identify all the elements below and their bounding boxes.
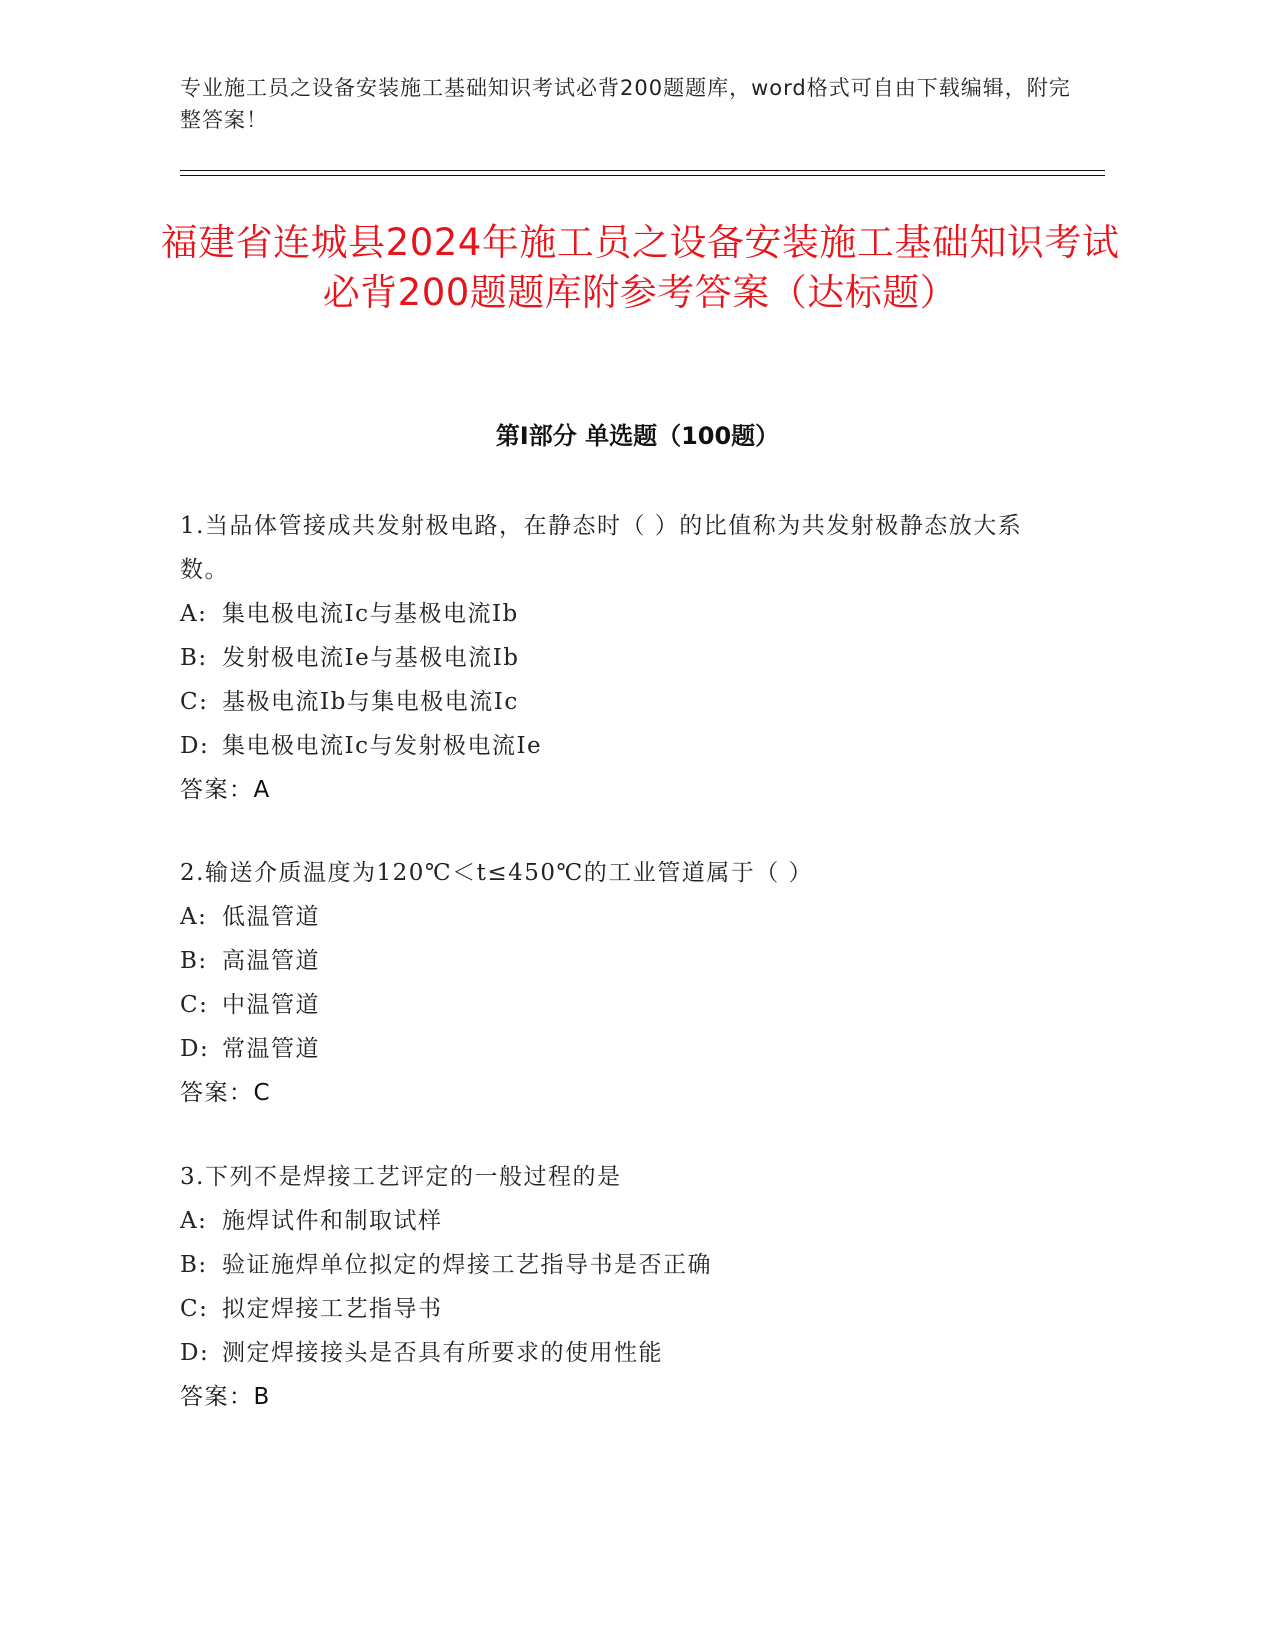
question-block — [180, 851, 1060, 1115]
option-text: 拟定焊接工艺指导书 — [222, 1296, 443, 1322]
option-text: 集电极电流Ic与基极电流Ib — [222, 601, 519, 627]
header-divider-bottom — [180, 175, 1105, 176]
option-b — [180, 1243, 1060, 1287]
option-letter: D: — [180, 1340, 210, 1366]
option-letter: B: — [180, 1252, 208, 1278]
option-letter: C: — [180, 992, 209, 1018]
option-letter: B: — [180, 948, 208, 974]
question-block — [180, 1155, 1060, 1419]
option-letter: C: — [180, 689, 209, 715]
option-b — [180, 939, 1060, 983]
option-text: 低温管道 — [222, 904, 320, 930]
option-c — [180, 1287, 1060, 1331]
option-letter: D: — [180, 733, 210, 759]
option-letter: D: — [180, 1036, 210, 1062]
option-c — [180, 983, 1060, 1027]
answer-line: 答案：A — [180, 777, 271, 803]
option-letter: A: — [180, 1208, 208, 1234]
option-text: 发射极电流Ie与基极电流Ib — [222, 645, 520, 671]
option-text: 中温管道 — [222, 992, 320, 1018]
option-c — [180, 680, 1060, 724]
option-text: 基极电流Ib与集电极电流Ic — [222, 689, 519, 715]
header-divider-top — [180, 170, 1105, 171]
question-stem: 2.输送介质温度为120℃＜t≤450℃的工业管道属于（ ） — [180, 860, 814, 886]
answer-line: 答案：B — [180, 1384, 271, 1410]
option-d — [180, 1331, 1060, 1375]
option-letter: B: — [180, 645, 208, 671]
option-d — [180, 1027, 1060, 1071]
option-text: 施焊试件和制取试样 — [222, 1208, 443, 1234]
section-title: 第I部分 单选题（100题） — [495, 422, 780, 450]
option-text: 验证施焊单位拟定的焊接工艺指导书是否正确 — [222, 1252, 712, 1278]
question-stem: 3.下列不是焊接工艺评定的一般过程的是 — [180, 1164, 622, 1190]
option-a — [180, 592, 1060, 636]
option-b — [180, 636, 1060, 680]
question-block — [180, 504, 1060, 812]
option-letter: A: — [180, 904, 208, 930]
option-text: 测定焊接接头是否具有所要求的使用性能 — [222, 1340, 663, 1366]
option-text: 常温管道 — [222, 1036, 320, 1062]
header-note: 专业施工员之设备安装施工基础知识考试必背200题题库，word格式可自由下载编辑，附完整答案！ — [180, 76, 1071, 132]
option-a — [180, 1199, 1060, 1243]
document-title: 福建省连城县2024年施工员之设备安装施工基础知识考试必背200题题库附参考答案（达标题） — [160, 221, 1120, 314]
option-letter: C: — [180, 1296, 209, 1322]
question-stem: 1.当品体管接成共发射极电路，在静态时（ ）的比值称为共发射极静态放大系数。 — [180, 513, 1023, 583]
option-a — [180, 895, 1060, 939]
option-text: 高温管道 — [222, 948, 320, 974]
answer-line: 答案：C — [180, 1080, 272, 1106]
option-text: 集电极电流Ic与发射极电流Ie — [222, 733, 543, 759]
option-d — [180, 724, 1060, 768]
option-letter: A: — [180, 601, 208, 627]
